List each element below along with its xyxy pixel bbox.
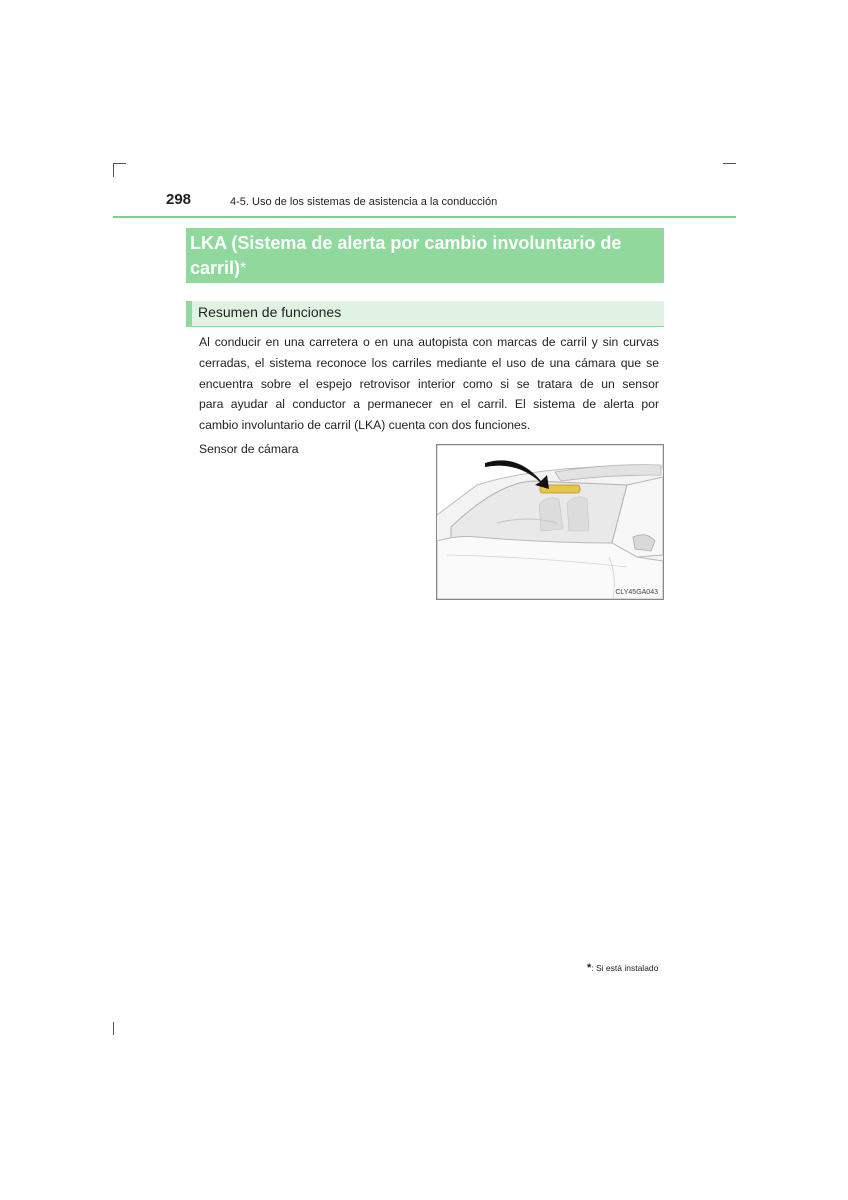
crop-mark bbox=[723, 163, 736, 164]
subheading: Resumen de funciones bbox=[198, 304, 342, 320]
crop-mark bbox=[113, 1022, 114, 1035]
figure-code: CLY45GA043 bbox=[615, 589, 658, 596]
section-title-line1: LKA (Sistema de alerta por cambio involuntario de bbox=[190, 233, 622, 253]
crop-mark bbox=[113, 163, 114, 177]
body-line: encuentra sobre el espejo retrovisor interior como si se tratara de un sensor bbox=[199, 376, 659, 391]
figure-label: Sensor de cámara bbox=[199, 442, 299, 456]
header-rule bbox=[113, 216, 736, 218]
footnote bbox=[587, 962, 658, 974]
camera-sensor-illustration bbox=[436, 444, 664, 600]
section-title-line2: carril) bbox=[190, 258, 241, 278]
body-line: cambio involuntario de carril (LKA) cuenta con dos funciones. bbox=[199, 418, 531, 433]
subheading-box bbox=[186, 301, 664, 327]
page-number: 298 bbox=[166, 191, 192, 208]
footnote-asterisk: * bbox=[587, 962, 592, 974]
asterisk-mark: * bbox=[240, 260, 247, 277]
section-title-box bbox=[186, 228, 664, 283]
body-line: cerradas, el sistema reconoce los carriles mediante el uso de una cámara que se bbox=[199, 355, 659, 370]
running-head: 4-5. Uso de los sistemas de asistencia a la conducción bbox=[230, 196, 498, 208]
body-paragraph bbox=[199, 332, 659, 436]
footnote-text: : Si está instalado bbox=[591, 963, 659, 973]
body-line: para ayudar al conductor a permanecer en el carril. El sistema de alerta por bbox=[199, 397, 659, 412]
subheading-accent-bar bbox=[186, 301, 192, 327]
body-line: Al conducir en una carretera o en una autopista con marcas de carril y sin curvas bbox=[199, 335, 659, 349]
section-title bbox=[190, 231, 664, 281]
crop-mark bbox=[113, 163, 126, 164]
car-interior-illustration bbox=[437, 445, 663, 599]
